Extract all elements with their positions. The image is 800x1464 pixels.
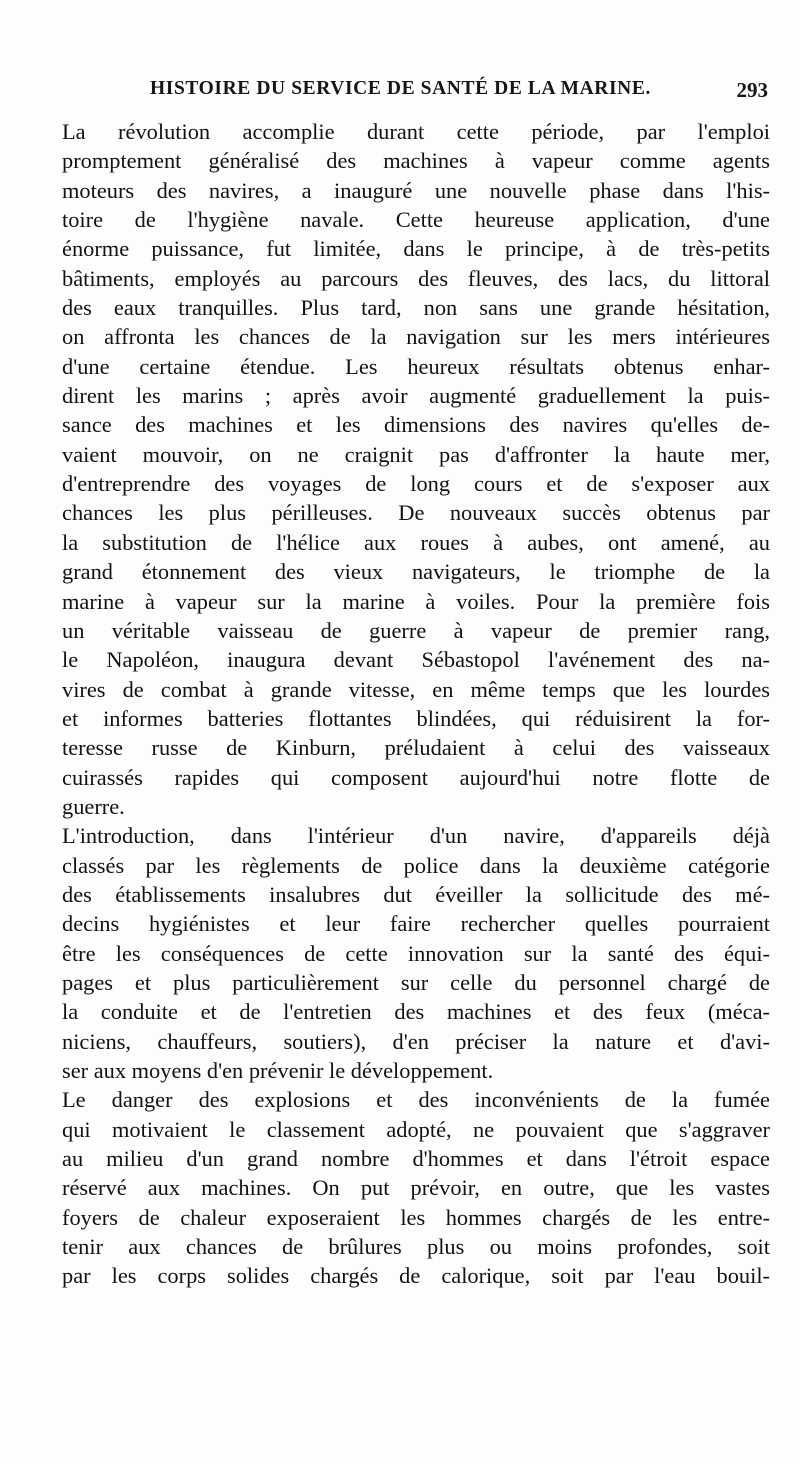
text-line: par les corps solides chargés de calorique, soit par l'eau bouil- (62, 1263, 770, 1289)
text-line: classés par les règlements de police dans la deuxième catégorie (62, 852, 770, 878)
text-line: guerre. (62, 793, 125, 819)
text-line: qui motivaient le classement adopté, ne pouvaient que s'aggraver (62, 1116, 770, 1142)
text-line: cuirassés rapides qui composent aujourd'hui notre flotte de (62, 764, 770, 790)
text-line: d'une certaine étendue. Les heureux résultats obtenus enhar- (62, 353, 770, 379)
text-line: la substitution de l'hélice aux roues à aubes, ont amené, au (62, 529, 770, 555)
text-line: au milieu d'un grand nombre d'hommes et dans l'étroit espace (62, 1146, 770, 1172)
text-line: vires de combat à grande vitesse, en même temps que les lourdes (62, 676, 770, 702)
text-line: d'entreprendre des voyages de long cours et de s'exposer aux (62, 471, 770, 497)
text-line: pages et plus particulièrement sur celle du personnel chargé de (62, 969, 770, 995)
text-line: le Napoléon, inaugura devant Sébastopol l'avénement des na- (62, 647, 770, 673)
text-line: foyers de chaleur exposeraient les hommes chargés de les entre- (62, 1204, 770, 1230)
body-text (62, 117, 770, 1291)
page-number: 293 (736, 78, 768, 102)
text-line: bâtiments, employés au parcours des fleuves, des lacs, du littoral (62, 265, 770, 291)
text-line: L'introduction, dans l'intérieur d'un navire, d'appareils déjà (62, 823, 770, 849)
text-line: chances les plus périlleuses. De nouveaux succès obtenus par (62, 500, 770, 526)
text-line: marine à vapeur sur la marine à voiles. Pour la première fois (62, 588, 770, 614)
text-line: grand étonnement des vieux navigateurs, le triomphe de la (62, 559, 770, 585)
text-line: énorme puissance, fut limitée, dans le principe, à de très-petits (62, 236, 770, 262)
text-line: promptement généralisé des machines à vapeur comme agents (62, 148, 770, 174)
text-line: niciens, chauffeurs, soutiers), d'en préciser la nature et d'avi- (62, 1028, 770, 1054)
text-line: des établissements insalubres dut éveiller la sollicitude des mé- (62, 881, 770, 907)
text-line: La révolution accomplie durant cette période, par l'emploi (62, 119, 770, 144)
text-line: un véritable vaisseau de guerre à vapeur de premier rang, (62, 617, 770, 643)
text-line: teresse russe de Kinburn, préludaient à celui des vaisseaux (62, 735, 770, 761)
text-line: la conduite et de l'entretien des machines et des feux (méca- (62, 999, 770, 1025)
running-title: HISTOIRE DU SERVICE DE SANTÉ DE LA MARINE. (150, 78, 651, 99)
text-line: réservé aux machines. On put prévoir, en outre, que les vastes (62, 1175, 770, 1201)
text-line: des eaux tranquilles. Plus tard, non sans une grande hésitation, (62, 295, 770, 321)
page-header (62, 78, 768, 112)
text-line: dirent les marins ; après avoir augmenté graduellement la puis- (62, 383, 770, 409)
text-line: tenir aux chances de brûlures plus ou moins profondes, soit (62, 1234, 770, 1260)
text-line: toire de l'hygiène navale. Cette heureuse application, d'une (62, 207, 770, 233)
text-line: sance des machines et les dimensions des navires qu'elles de- (62, 412, 770, 438)
text-line: ser aux moyens d'en prévenir le développement. (62, 1058, 494, 1083)
text-line: vaient mouvoir, on ne craignit pas d'affronter la haute mer, (62, 441, 770, 467)
text-line: et informes batteries flottantes blindées, qui réduisirent la for- (62, 705, 770, 731)
text-line: moteurs des navires, a inauguré une nouvelle phase dans l'his- (62, 177, 770, 203)
text-line: être les conséquences de cette innovation sur la santé des équi- (62, 940, 770, 966)
text-line: Le danger des explosions et des inconvénients de la fumée (62, 1087, 770, 1113)
text-line: on affronta les chances de la navigation sur les mers intérieures (62, 324, 770, 350)
text-line: decins hygiénistes et leur faire rechercher quelles pourraient (62, 911, 770, 937)
